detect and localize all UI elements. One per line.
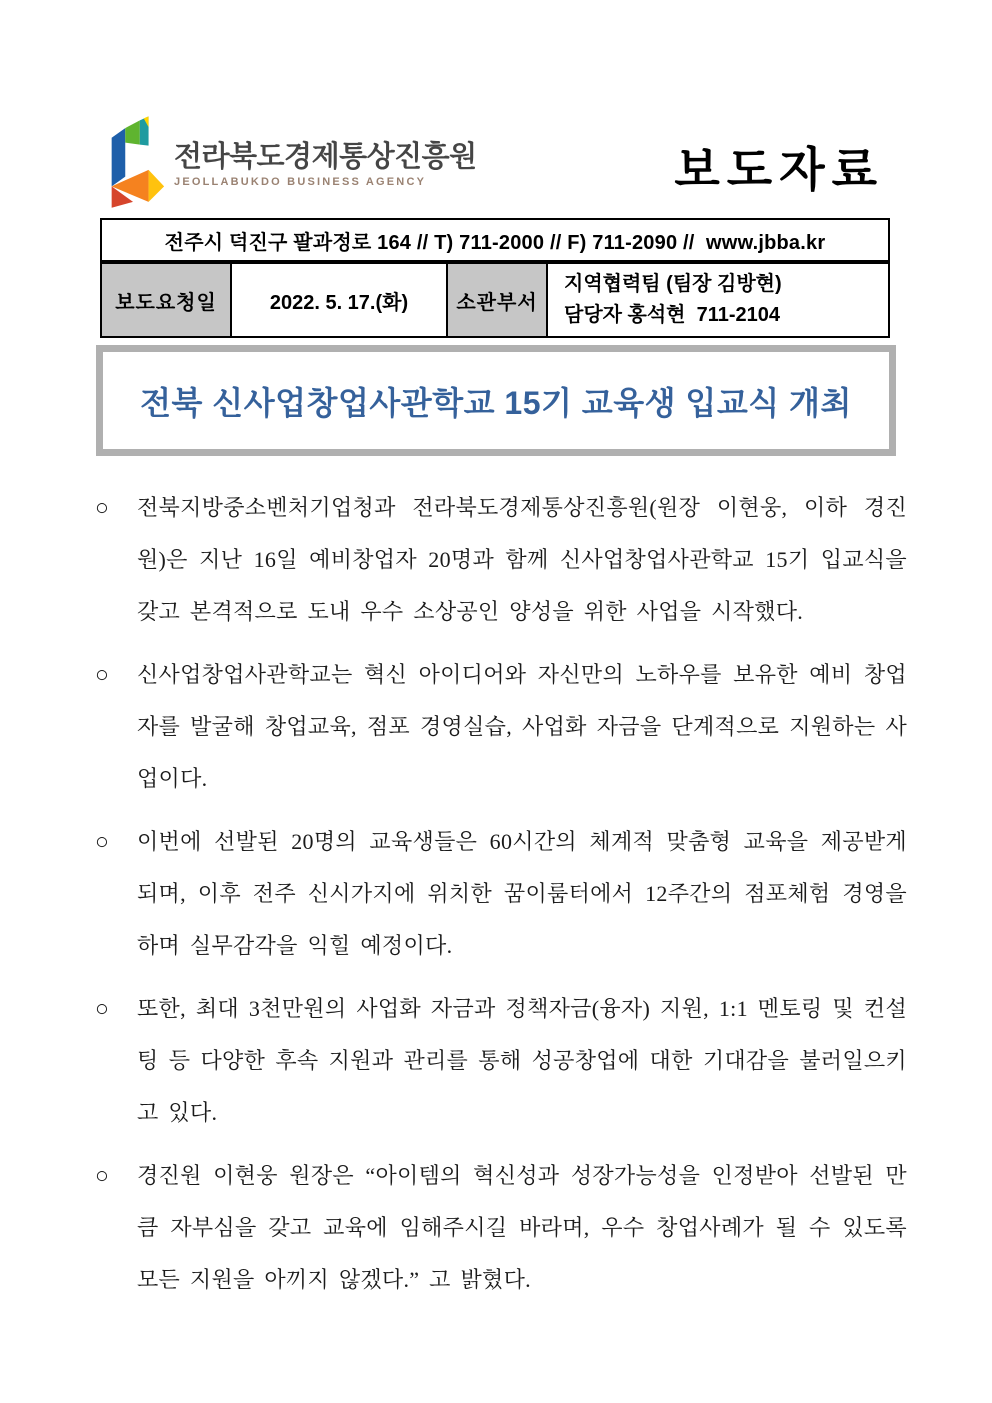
body-paragraph xyxy=(95,649,907,805)
paragraph-text: 또한, 최대 3천만원의 사업화 자금과 정책자금(융자) 지원, 1:1 멘토링 및 컨설팅 등 다양한 후속 지원과 관리를 통해 성공창업에 대한 기대감을 불러일으키고 있다. xyxy=(137,996,907,1125)
org-name-english: JEOLLABUKDO BUSINESS AGENCY xyxy=(174,176,427,189)
department-contact-line: 담당자 홍석현 711-2104 xyxy=(564,304,781,326)
circle-bullet-icon: ○ xyxy=(95,996,109,1021)
body-paragraph xyxy=(95,983,907,1139)
paragraph-text: 신사업창업사관학교는 혁신 아이디어와 자신만의 노하우를 보유한 예비 창업자를 발굴해 창업교육, 점포 경영실습, 사업화 자금을 단계적으로 지원하는 사업이다. xyxy=(137,662,907,791)
org-name-korean: 전라북도경제통상진흥원 xyxy=(174,140,477,173)
circle-bullet-icon: ○ xyxy=(95,662,109,687)
department-team-line: 지역협력팀 (팀장 김방현) xyxy=(564,273,782,295)
request-date-label-cell: 보도요청일 xyxy=(101,263,231,337)
request-date-value-cell: 2022. 5. 17.(화) xyxy=(231,263,447,337)
press-info-table xyxy=(100,262,890,338)
contact-address-bar: 전주시 덕진구 팔과정로 164 // T) 711-2000 // F) 711-2090 // www.jbba.kr xyxy=(100,218,890,262)
headline-box xyxy=(96,345,896,456)
body-paragraph xyxy=(95,1150,907,1306)
body-paragraph xyxy=(95,816,907,972)
doc-type-title: 보도자료 xyxy=(674,143,884,196)
department-value-cell xyxy=(547,263,889,337)
paragraph-text: 경진원 이현웅 원장은 “아이템의 혁신성과 성장가능성을 인정받아 선발된 만큼 자부심을 갖고 교육에 임해주시길 바라며, 우수 창업사례가 될 수 있도록 모든 지원을 아끼지 않겠다.” 고 밝혔다. xyxy=(137,1163,907,1292)
headline: 전북 신사업창업사관학교 15기 교육생 입교식 개최 xyxy=(140,384,852,421)
circle-bullet-icon: ○ xyxy=(95,1163,109,1188)
circle-bullet-icon: ○ xyxy=(95,829,109,854)
circle-bullet-icon: ○ xyxy=(95,495,109,520)
paragraph-text: 이번에 선발된 20명의 교육생들은 60시간의 체계적 맞춤형 교육을 제공받게 되며, 이후 전주 신시가지에 위치한 꿈이룸터에서 12주간의 점포체험 경영을 하며 실무감각을 익힐 예정이다. xyxy=(137,829,907,958)
press-body xyxy=(95,482,907,1317)
org-logo-icon xyxy=(100,115,168,215)
paragraph-text: 전북지방중소벤처기업청과 전라북도경제통상진흥원(원장 이현웅, 이하 경진원)은 지난 16일 예비창업자 20명과 함께 신사업창업사관학교 15기 입교식을 갖고 본격적으로 도내 우수 소상공인 양성을 위한 사업을 시작했다. xyxy=(137,495,907,624)
table-row xyxy=(101,263,889,337)
org-logo xyxy=(100,115,477,215)
department-label-cell: 소관부서 xyxy=(447,263,547,337)
body-paragraph xyxy=(95,482,907,638)
org-logo-text xyxy=(174,142,477,189)
